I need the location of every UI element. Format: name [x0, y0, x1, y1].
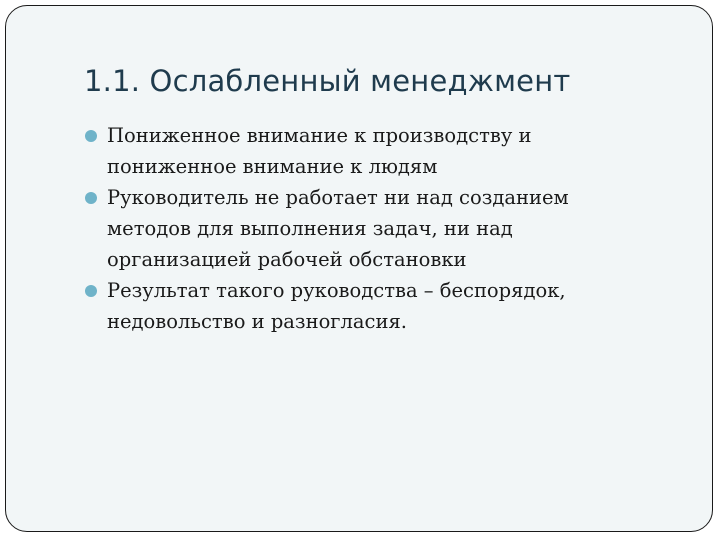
bullet-text-line: Пониженное внимание к производству и	[107, 124, 532, 147]
bullet-dot-icon	[85, 192, 97, 204]
slide-frame	[5, 5, 713, 532]
bullet-item	[84, 120, 664, 182]
bullet-item	[84, 275, 664, 337]
bullet-text-line: Результат такого руководства – беспорядок,	[107, 279, 566, 302]
slide-title: 1.1. Ослабленный менеджмент	[84, 64, 571, 98]
bullet-dot-icon	[85, 130, 97, 142]
bullet-text-line: недовольство и разногласия.	[107, 310, 407, 333]
bullet-text-line: организацией рабочей обстановки	[107, 248, 467, 271]
bullet-text-line: Руководитель не работает ни над созданием	[107, 186, 569, 209]
bullet-text-line: пониженное внимание к людям	[107, 155, 438, 178]
bullet-text-line: методов для выполнения задач, ни над	[107, 217, 513, 240]
bullet-item	[84, 182, 664, 275]
bullet-dot-icon	[85, 285, 97, 297]
bullet-list	[84, 120, 664, 337]
